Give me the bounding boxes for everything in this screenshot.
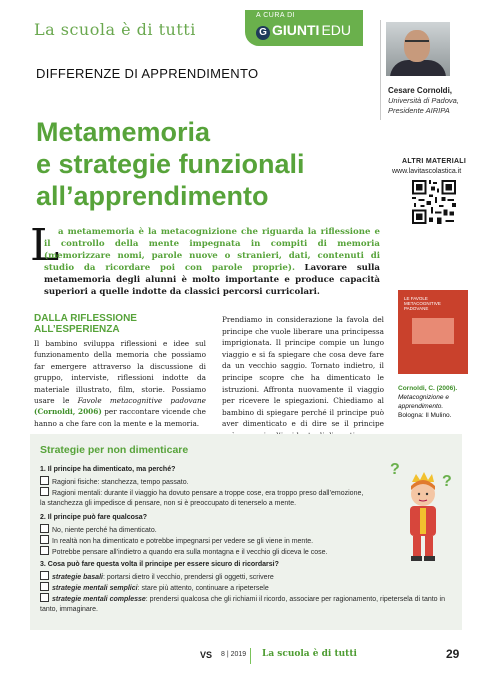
qr-code-icon[interactable]: [412, 180, 456, 224]
checkbox-icon[interactable]: [40, 524, 49, 533]
checkbox-icon[interactable]: [40, 476, 49, 485]
option-label: Ragioni fisiche: stanchezza, tempo passato.: [52, 479, 189, 486]
book-caption-citation: Cornoldi, C. (2006).: [398, 385, 458, 392]
checkbox-icon[interactable]: [40, 582, 49, 591]
drop-cap: L: [30, 220, 60, 271]
book-cover-title: LE FAVOLE METACOGNITIVE PADOVANE: [404, 296, 441, 311]
author-role: [388, 96, 488, 116]
question-1-option-b[interactable]: [40, 487, 370, 509]
strategies-box-title: Strategie per non dimenticare: [40, 444, 189, 456]
checkbox-icon[interactable]: [40, 571, 49, 580]
col1-text-a: Il bambino sviluppa riflessioni e idee sul funzionamento della memoria che possiamo far emergere attraverso la discussione di gruppo, interviste, riflessioni indotte da materiale illustrato, film, storie. Possiamo usare le: [34, 339, 206, 406]
article-title: [36, 116, 376, 212]
question-1: 1. Il principe ha dimenticato, ma perché?: [40, 466, 176, 473]
article-title-line-3: all’apprendimento: [36, 181, 269, 211]
col1-italic-title: Favole metacognitive padovane: [77, 396, 206, 406]
option-label: Potrebbe pensare all’indietro a quando era sulla montagna e il vecchio gli diceva le cose.: [52, 549, 328, 556]
book-caption-publisher: Bologna: Il Mulino.: [398, 412, 452, 419]
series-title: La scuola è di tutti: [34, 20, 196, 39]
brand-logo-text: GIUNTI: [272, 22, 320, 38]
checkbox-icon[interactable]: [40, 546, 49, 555]
brand-logo: [256, 22, 351, 40]
intro-paragraph: [44, 226, 380, 298]
svg-text:?: ?: [390, 461, 400, 478]
intro-rest: Lavorare sulla metamemoria degli alunni è molto importante e produce capacità superiori a quelle indotte da classici percorsi curricolari.: [44, 263, 381, 297]
option-label: Ragioni mentali: durante il viaggio ha dovuto pensare a troppe cose, era troppo preso dall’emozione, la stanchezza gli impedisce di pensare, non si è preoccupato di tenerselo a mente.: [40, 490, 364, 507]
column-heading-line-2: ALL’ESPERIENZA: [34, 324, 120, 335]
issue-number: 8 | 2019: [221, 651, 247, 658]
column-2-text: Prendiamo in considerazione la favola del principe che vuole liberare una principessa imprigionata. Il principe compie un lungo viaggio e si fa spiegare che cosa deve fare da un vecchio saggio. Tornato indietro, il principe scopre che ha dimenticato le istruzioni. Affronta nuovamente il viaggio per ricevere le spiegazioni. Chiediamo al bambino di spiegare perché il principe può aver dimenticato e di dire se il principe: [222, 315, 384, 429]
page-number: 29: [446, 647, 460, 661]
checkbox-icon[interactable]: [40, 535, 49, 544]
article-title-line-2: e strategie funzionali: [36, 149, 305, 179]
question-3-option-c[interactable]: [40, 593, 460, 615]
column-heading-line-1: DALLA RIFLESSIONE: [34, 313, 137, 324]
option-strategy-label: strategie mentali semplici: [52, 585, 138, 592]
article-title-line-1: Metamemoria: [36, 117, 211, 147]
column-1-text: [34, 338, 206, 429]
col1-text-b: per raccontare vicende che hanno a che fare con la mente e la memoria.: [34, 407, 206, 428]
footer-divider: [250, 648, 251, 664]
brand-logo-suffix: EDU: [321, 22, 352, 38]
option-strategy-label: strategie mentali complesse: [52, 596, 146, 603]
checkbox-icon[interactable]: [40, 593, 49, 602]
prince-illustration: [388, 456, 458, 566]
book-cover-illustration: [412, 318, 454, 344]
author-photo: [386, 22, 450, 76]
brand-small-label: A CURA DI: [256, 12, 296, 19]
col1-citation: (Cornoldi, 2006): [34, 407, 102, 417]
section-label: DIFFERENZE DI APPRENDIMENTO: [36, 66, 259, 81]
column-heading: [34, 313, 137, 335]
author-title: Presidente AIRIPA: [388, 106, 450, 115]
question-2: 2. Il principe può fare qualcosa?: [40, 514, 147, 521]
header-divider: [380, 20, 381, 120]
giunti-g-icon: G: [256, 26, 270, 40]
option-label: In realtà non ha dimenticato e potrebbe impegnarsi per vedere se gli viene in mente.: [52, 538, 314, 545]
book-caption-title: Metacognizione e apprendimento.: [398, 394, 449, 410]
option-label: : stare più attento, continuare a ripetersele: [137, 585, 269, 592]
svg-text:?: ?: [442, 473, 452, 490]
option-strategy-label: strategie basali: [52, 574, 103, 581]
magazine-logo: VS: [200, 650, 213, 660]
altri-materiali-url[interactable]: www.lavitascolastica.it: [392, 168, 462, 175]
checkbox-icon[interactable]: [40, 487, 49, 496]
author-affiliation: Università di Padova,: [388, 96, 459, 105]
question-3: 3. Cosa può fare questa volta il principe per essere sicuro di ricordarsi?: [40, 561, 279, 568]
option-label: No, niente perché ha dimenticato.: [52, 527, 157, 534]
option-label: : portarsi dietro il vecchio, prendersi gli oggetti, scrivere: [102, 574, 274, 581]
option-label: : prendersi qualcosa che gli richiami il ricordo, associare per ragionamento, ripetersela di tanto in tanto, immaginare.: [40, 596, 445, 613]
intro-lead: a metamemoria è la metacognizione che riguarda la riflessione e il controllo della mente impegnata in compiti di memoria (memorizzare nomi, parole nuove o stranieri, dati, contenuti di studio da ricordare poi con parole proprie).: [44, 227, 380, 273]
footer-series-title: La scuola è di tutti: [262, 649, 357, 659]
altri-materiali-label: ALTRI MATERIALI: [402, 158, 467, 165]
book-cover: [398, 290, 468, 374]
author-name: Cesare Cornoldi,: [388, 86, 453, 95]
question-2-option-c[interactable]: [40, 546, 370, 558]
book-caption: [398, 384, 478, 420]
